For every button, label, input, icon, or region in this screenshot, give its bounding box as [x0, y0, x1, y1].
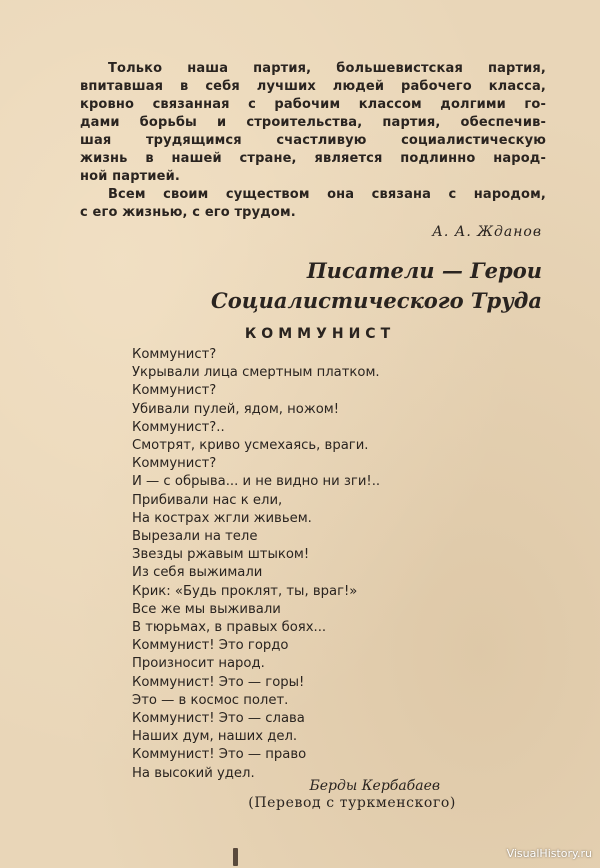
poem-line: В тюрьмах, в правых боях... [132, 620, 327, 636]
poem-line: Коммунист! Это — горы! [132, 674, 305, 690]
poem-line: Коммунист? [132, 347, 217, 362]
poem-line: Из себя выжимали [132, 565, 263, 581]
poem-line: Укрывали лица смертным платком. [132, 365, 380, 381]
quote-line: впитавшая в себя лучших людей рабочего класса, [80, 79, 546, 94]
party-quote [80, 60, 546, 222]
poem-line: Коммунист! Это гордо [132, 638, 289, 654]
poem-line: Смотрят, криво усмехаясь, враги. [132, 438, 369, 454]
poem-line: На высокий удел. [132, 765, 255, 781]
poem-line: Все же мы выживали [132, 601, 281, 617]
poem-title: КОММУНИСТ [244, 326, 396, 342]
heading-line: Социалистического Труда [211, 288, 542, 313]
poem-line: Коммунист? [132, 383, 217, 399]
page-mark [233, 848, 238, 866]
heading-line: Писатели — Герои [306, 258, 542, 283]
translator-note: (Перевод с туркменского) [248, 795, 456, 811]
quote-line: дами борьбы и строительства, партия, обеспечив- [80, 115, 546, 130]
poem-line: Звезды ржавым штыком! [132, 547, 310, 563]
poem-line: Вырезали на теле [132, 529, 258, 545]
poem-line: Коммунист?.. [132, 419, 225, 435]
quote-line: Всем своим существом она связана с народом, [108, 187, 546, 202]
section-heading [142, 256, 542, 316]
poem-line: Коммунист! Это — право [132, 747, 307, 763]
quote-line: жизнь в нашей стране, является подлинно народ- [80, 151, 546, 166]
poem-body [132, 346, 492, 783]
poem-line: Это — в космос полет. [132, 692, 289, 708]
poem-author: Берды Кербабаев [309, 778, 440, 794]
quote-attribution: А. А. Жданов [432, 224, 542, 240]
quote-line: шая трудящимся счастливую социалистическую [80, 133, 546, 148]
quote-line: с его жизнью, с его трудом. [80, 205, 296, 220]
poem-line: На кострах жгли живьем. [132, 510, 312, 526]
quote-line: Только наша партия, большевистская партия, [108, 61, 546, 76]
poem-line: Наших дум, наших дел. [132, 729, 298, 745]
poem-line: Произносит народ. [132, 656, 265, 672]
poem-line: Убивали пулей, ядом, ножом! [132, 401, 340, 417]
poem-line: Прибивали нас к ели, [132, 492, 283, 508]
poem-line: И — с обрыва... и не видно ни зги!.. [132, 474, 381, 490]
poem-line: Коммунист? [132, 456, 217, 472]
watermark: VisualHistory.ru [506, 847, 592, 860]
quote-line: ной партией. [80, 169, 180, 184]
poem-line: Коммунист! Это — слава [132, 711, 305, 727]
quote-line: кровно связанная с рабочим классом долгими го- [80, 97, 546, 112]
poem-line: Крик: «Будь проклят, ты, враг!» [132, 583, 358, 599]
